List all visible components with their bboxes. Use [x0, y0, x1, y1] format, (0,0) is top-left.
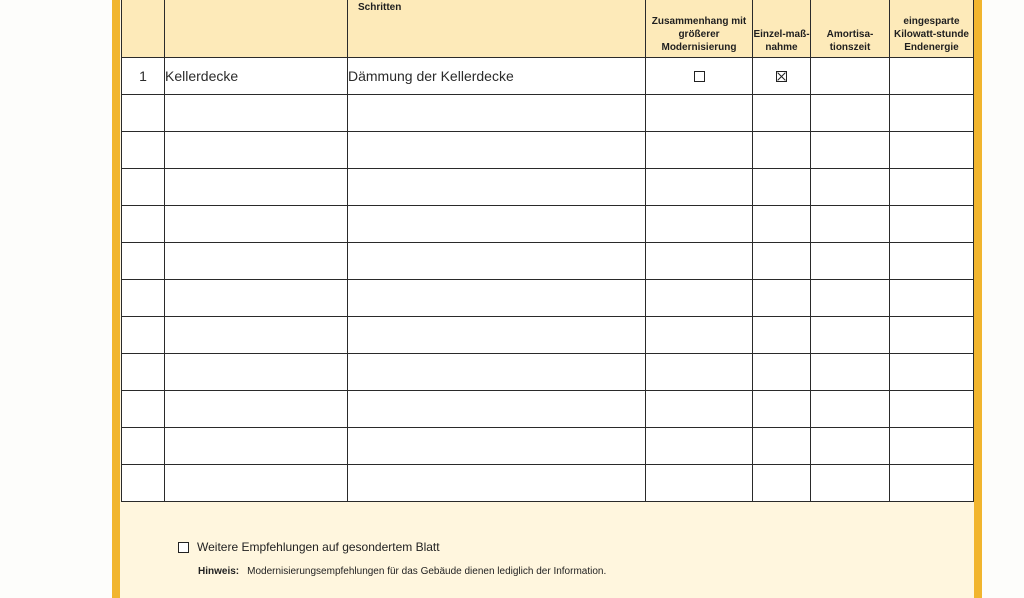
row-number — [122, 354, 165, 391]
row-number — [122, 95, 165, 132]
table-row — [122, 428, 974, 465]
with-modernization-cell — [646, 317, 753, 354]
row-number: 1 — [122, 58, 165, 95]
amortization-cell — [811, 317, 890, 354]
component-cell — [165, 428, 348, 465]
description-cell — [348, 354, 646, 391]
amortization-cell — [811, 206, 890, 243]
amortization-cell — [811, 58, 890, 95]
header-savings: eingesparte Kilowatt-stunde Endenergie — [890, 0, 974, 58]
component-cell — [165, 280, 348, 317]
description-cell — [348, 169, 646, 206]
savings-cell — [890, 391, 974, 428]
table-row — [122, 465, 974, 502]
component-cell — [165, 317, 348, 354]
amortization-cell — [811, 391, 890, 428]
row-number — [122, 280, 165, 317]
single-measure-cell — [753, 428, 811, 465]
amortization-cell — [811, 428, 890, 465]
with-modernization-cell — [646, 58, 753, 95]
header-with-modernization: Zusammenhang mit größerer Modernisierung — [646, 0, 753, 58]
more-recommendations-checkbox[interactable] — [178, 542, 189, 553]
table-row — [122, 132, 974, 169]
note — [198, 566, 606, 577]
component-cell — [165, 169, 348, 206]
single-measure-cell — [753, 391, 811, 428]
table-row — [122, 58, 974, 95]
savings-cell — [890, 317, 974, 354]
amortization-cell — [811, 243, 890, 280]
description-cell — [348, 243, 646, 280]
single-measure-cell — [753, 354, 811, 391]
with-modernization-cell — [646, 95, 753, 132]
with-modernization-cell — [646, 169, 753, 206]
with-modernization-cell — [646, 465, 753, 502]
row-number — [122, 428, 165, 465]
with-modernization-cell — [646, 243, 753, 280]
single-measure-cell — [753, 206, 811, 243]
single-measure-cell — [753, 95, 811, 132]
note-text: Modernisierungsempfehlungen für das Gebäude dienen lediglich der Information. — [247, 566, 607, 577]
savings-cell — [890, 132, 974, 169]
component-cell — [165, 391, 348, 428]
description-cell — [348, 280, 646, 317]
row-number — [122, 206, 165, 243]
savings-cell — [890, 280, 974, 317]
table-row — [122, 206, 974, 243]
header-number — [122, 0, 165, 58]
description-cell — [348, 391, 646, 428]
description-cell: Dämmung der Kellerdecke — [348, 58, 646, 95]
component-cell — [165, 206, 348, 243]
amortization-cell — [811, 354, 890, 391]
savings-cell — [890, 428, 974, 465]
savings-cell — [890, 206, 974, 243]
savings-cell — [890, 169, 974, 206]
row-number — [122, 465, 165, 502]
amortization-cell — [811, 132, 890, 169]
amortization-cell — [811, 95, 890, 132]
description-cell — [348, 95, 646, 132]
component-cell — [165, 465, 348, 502]
more-recommendations-option[interactable] — [178, 540, 440, 554]
with-modernization-cell — [646, 132, 753, 169]
description-cell — [348, 317, 646, 354]
recommendations-table — [121, 0, 974, 502]
with-modernization-cell — [646, 391, 753, 428]
with-modernization-cell — [646, 206, 753, 243]
component-cell — [165, 95, 348, 132]
row-number — [122, 132, 165, 169]
header-steps: Schritten — [348, 0, 646, 58]
component-cell — [165, 354, 348, 391]
row-number — [122, 317, 165, 354]
table-row — [122, 280, 974, 317]
savings-cell — [890, 354, 974, 391]
savings-cell — [890, 465, 974, 502]
single-measure-cell — [753, 132, 811, 169]
single-measure-cell — [753, 58, 811, 95]
row-number — [122, 169, 165, 206]
component-cell: Kellerdecke — [165, 58, 348, 95]
header-single-measure: Einzel-maß-nahme — [753, 0, 811, 58]
header-component — [165, 0, 348, 58]
more-recommendations-label: Weitere Empfehlungen auf gesondertem Blatt — [197, 540, 440, 554]
row-number — [122, 243, 165, 280]
table-row — [122, 95, 974, 132]
note-label: Hinweis: — [198, 566, 240, 577]
single-measure-cell — [753, 169, 811, 206]
table-row — [122, 169, 974, 206]
amortization-cell — [811, 280, 890, 317]
description-cell — [348, 428, 646, 465]
amortization-cell — [811, 169, 890, 206]
savings-cell — [890, 243, 974, 280]
table-row — [122, 317, 974, 354]
single-measure-cell — [753, 465, 811, 502]
with-modernization-cell — [646, 354, 753, 391]
amortization-cell — [811, 465, 890, 502]
savings-cell — [890, 95, 974, 132]
with-modernization-checkbox[interactable] — [694, 71, 705, 82]
row-number — [122, 391, 165, 428]
single-measure-cell — [753, 317, 811, 354]
with-modernization-cell — [646, 428, 753, 465]
single-measure-cell — [753, 243, 811, 280]
component-cell — [165, 243, 348, 280]
description-cell — [348, 465, 646, 502]
table-row — [122, 354, 974, 391]
description-cell — [348, 206, 646, 243]
table-header-row — [122, 0, 974, 58]
table-row — [122, 243, 974, 280]
savings-cell — [890, 58, 974, 95]
single-measure-cell — [753, 280, 811, 317]
with-modernization-cell — [646, 280, 753, 317]
component-cell — [165, 132, 348, 169]
header-amortization: Amortisa-tionszeit — [811, 0, 890, 58]
table-row — [122, 391, 974, 428]
description-cell — [348, 132, 646, 169]
single-measure-checkbox[interactable] — [776, 71, 787, 82]
